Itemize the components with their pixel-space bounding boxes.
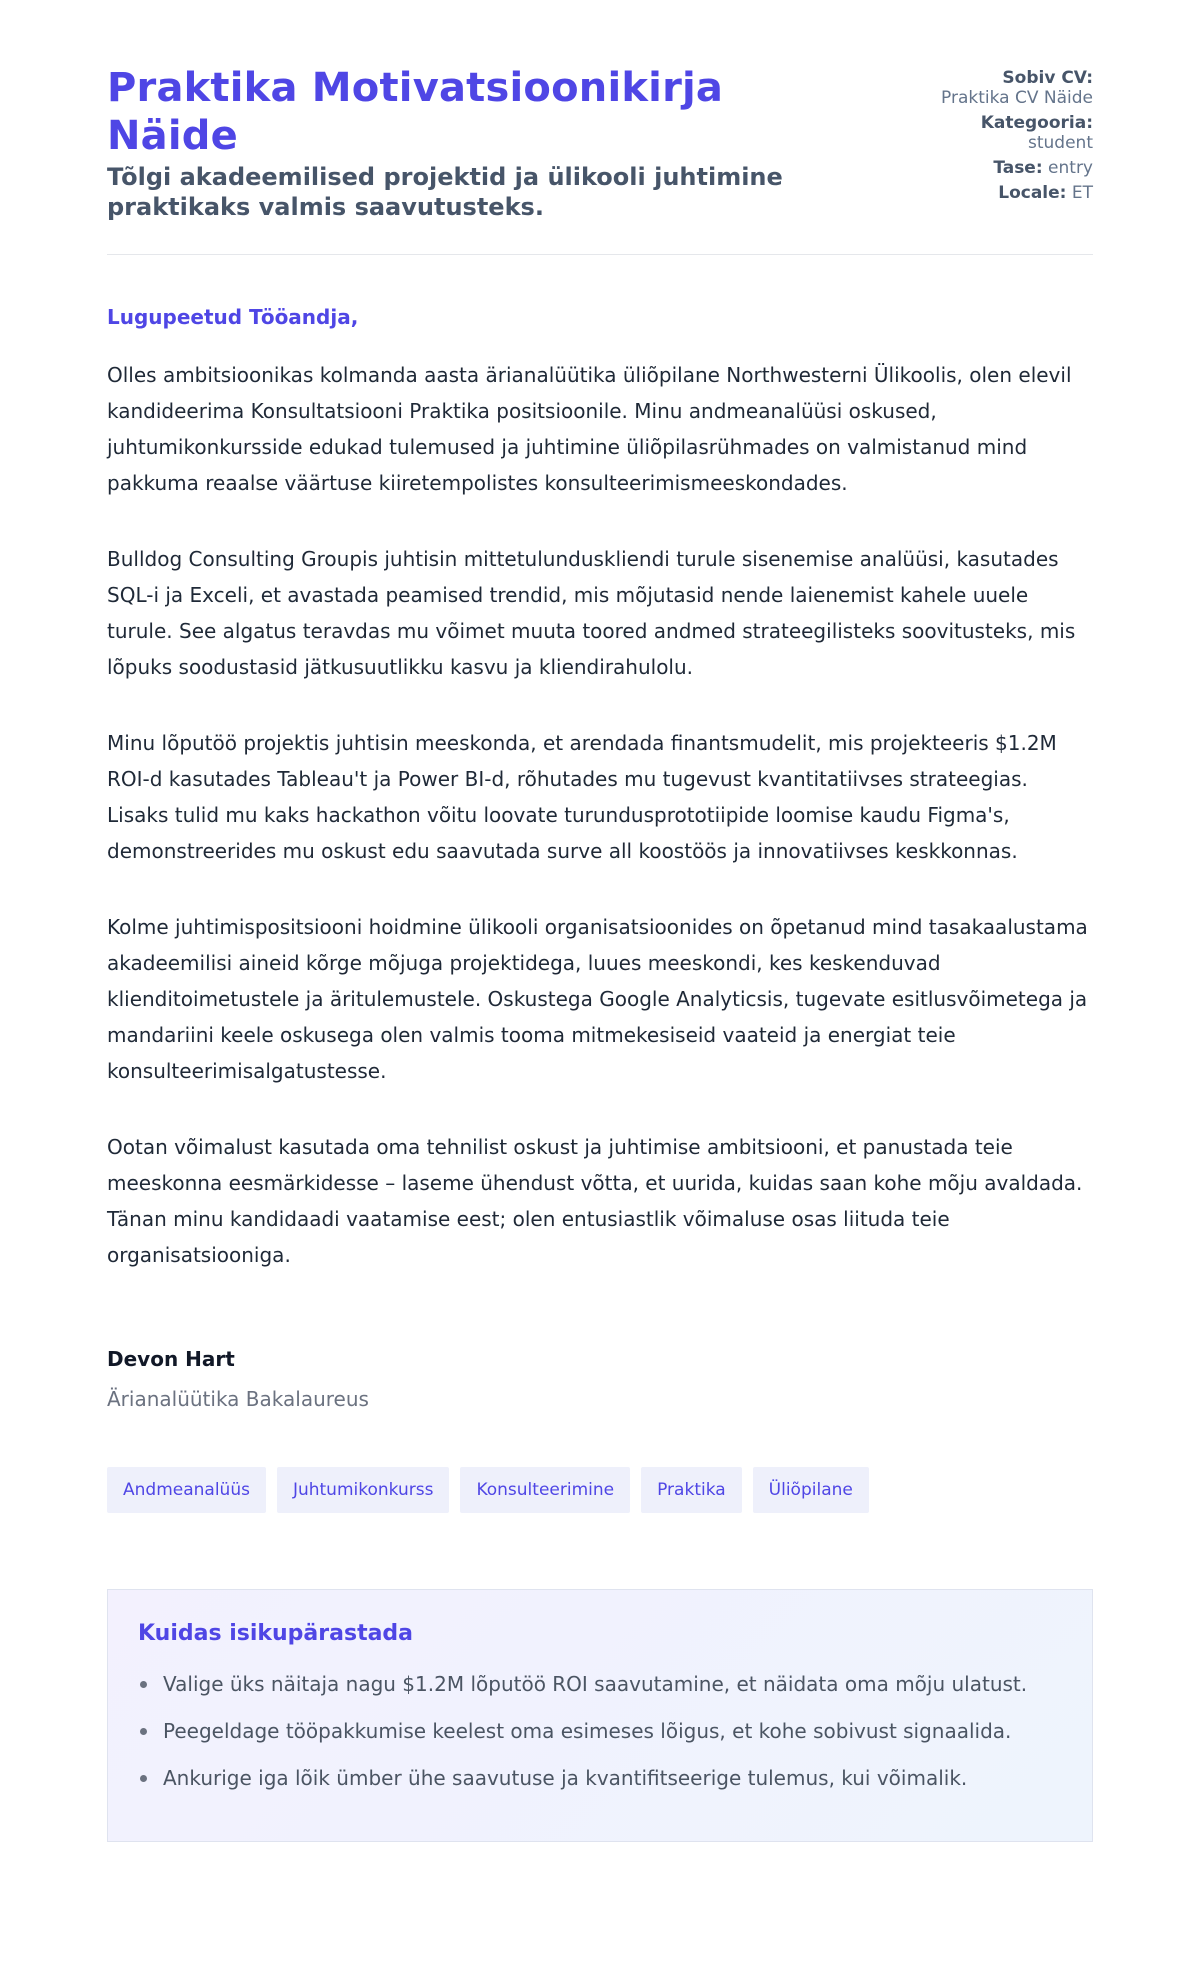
meta-level — [864, 158, 1093, 178]
tag-uliopilane[interactable]: Üliõpilane — [753, 1467, 869, 1513]
meta-level-value: entry — [1048, 158, 1093, 178]
meta-locale-value: ET — [1071, 183, 1093, 203]
meta-cv-value: Praktika CV Näide — [941, 88, 1093, 108]
letter-paragraph: Bulldog Consulting Groupis juhtisin mittetulunduskliendi turule sisenemise analüüsi, kasutades SQL-i ja Exceli, et avastada peamised trendid, mis mõjutasid nende laienemist kahele uuele turule. See algatus teravdas mu võimet muuta toored andmed strateegilisteks soovitusteks, mis lõpuks soodustasid jätkusuutlikku kasvu ja kliendirahulolu. — [107, 547, 1076, 679]
letter-paragraph: Olles ambitsioonikas kolmanda aasta ärianalüütika üliõpilane Northwesterni Ülikoolis, olen elevil kandideerima Konsultatsiooni Praktika positsioonile. Minu andmeanalüüsi oskused, juhtumikonkursside edukad tulemused ja juhtimine üliõpilasrühmades on valmistanud mind pakkuma reaalse väärtuse kiiretempolistes konsulteerimismeeskondades. — [107, 363, 1072, 495]
signature — [107, 1345, 1093, 1413]
tips-box — [107, 1589, 1093, 1842]
tip-item: Peegeldage tööpakkumise keelest oma esimeses lõigus, et kohe sobivust signaalida. — [138, 1713, 1062, 1749]
meta-locale — [864, 183, 1093, 203]
letter-paragraph: Kolme juhtimispositsiooni hoidmine ülikooli organisatsioonides on õpetanud mind tasakaalustama akadeemilisi aineid kõrge mõjuga projektidega, luues meeskondi, kes keskenduvad klienditoimetustele ja äritulemustele. Oskustega Google Analyticsis, tugevate esitlusvõimetega ja mandariini keele oskusega olen valmis tooma mitmekesiseid vaateid ja energiat teie konsulteerimisalgatustesse. — [107, 915, 1088, 1083]
header — [107, 64, 1093, 255]
page-title: Praktika Motivatsioonikirja Näide — [107, 65, 724, 159]
letter-body — [107, 303, 1093, 1273]
letter-greeting: Lugupeetud Tööandja, — [107, 305, 359, 329]
meta-cv — [864, 68, 1093, 108]
meta-category — [864, 113, 1093, 153]
meta-locale-label: Locale: — [998, 183, 1067, 203]
tag-list — [107, 1467, 1093, 1513]
meta-level-label: Tase: — [993, 158, 1043, 178]
tag-andmeanaluus[interactable]: Andmeanalüüs — [107, 1467, 266, 1513]
letter-paragraph: Minu lõputöö projektis juhtisin meeskonda, et arendada finantsmudelit, mis projekteeris $1.2M ROI-d kasutades Tableau't ja Power BI-d, rõhutades mu tugevust kvantitatiivses strateegias. Lisaks tulid mu kaks hackathon võitu loovate turundusprototiipide loomise kaudu Figma's, demonstreerides mu oskust edu saavutada surve all koostöös ja innovatiivses keskkonnas. — [107, 731, 1057, 863]
tips-title: Kuidas isikupärastada — [138, 1621, 414, 1646]
meta-category-value: student — [1028, 133, 1093, 153]
letter-paragraph: Ootan võimalust kasutada oma tehnilist oskust ja juhtimise ambitsiooni, et panustada teie meeskonna eesmärkidesse – laseme ühendust võtta, et uurida, kuidas saan kohe mõju avaldada. Tänan minu kandidaadi vaatamise eest; olen entusiastlik võimaluse osas liituda teie organisatsiooniga. — [107, 1135, 1083, 1267]
tag-konsulteerimine[interactable]: Konsulteerimine — [460, 1467, 630, 1513]
meta-panel — [864, 64, 1093, 208]
tip-item: Valige üks näitaja nagu $1.2M lõputöö ROI saavutamine, et näidata oma mõju ulatust. — [138, 1666, 1062, 1702]
page-subtitle: Tõlgi akadeemilised projektid ja ülikooli juhtimine praktikaks valmis saavutusteks. — [107, 163, 783, 221]
meta-cv-label: Sobiv CV: — [1002, 68, 1093, 88]
tips-list — [138, 1666, 1062, 1796]
tag-juhtumikonkurss[interactable]: Juhtumikonkurss — [277, 1467, 450, 1513]
meta-category-label: Kategooria: — [980, 113, 1093, 133]
tag-praktika[interactable]: Praktika — [641, 1467, 742, 1513]
signature-title: Ärianalüütika Bakalaureus — [107, 1387, 369, 1411]
title-block — [107, 64, 864, 222]
signature-name: Devon Hart — [107, 1347, 235, 1371]
tip-item: Ankurige iga lõik ümber ühe saavutuse ja kvantifitseerige tulemus, kui võimalik. — [138, 1760, 1062, 1796]
